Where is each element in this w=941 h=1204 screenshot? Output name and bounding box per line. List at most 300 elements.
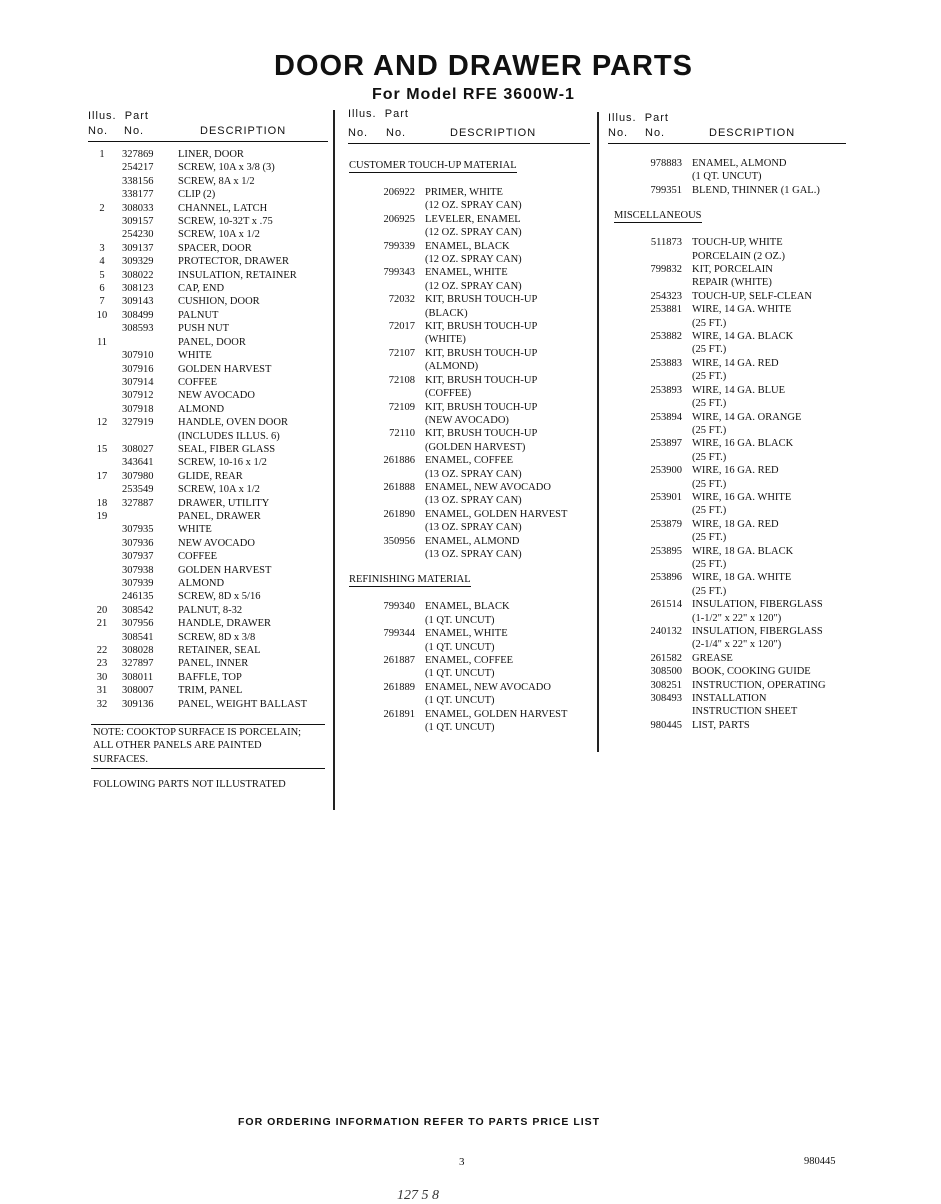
section-heading: CUSTOMER TOUCH-UP MATERIAL bbox=[349, 160, 517, 171]
illus-number: 19 bbox=[96, 510, 108, 522]
illus-number: 32 bbox=[96, 698, 108, 710]
illus-number bbox=[610, 518, 640, 545]
description-line: WIRE, 14 GA. BLUE bbox=[692, 384, 786, 396]
part-row bbox=[345, 600, 567, 627]
illus-number bbox=[345, 681, 375, 708]
description-line: (13 OZ. SPRAY CAN) bbox=[425, 468, 522, 480]
part-number: 309157 bbox=[122, 216, 154, 228]
part-description bbox=[682, 598, 826, 625]
part-number: 308499 bbox=[122, 309, 154, 321]
description-line: SCREW, 8D x 5/16 bbox=[178, 591, 261, 603]
description-line: WIRE, 16 GA. WHITE bbox=[692, 491, 792, 503]
description-line: (25 FT.) bbox=[692, 317, 727, 329]
part-description bbox=[682, 236, 826, 263]
part-number: 511873 bbox=[650, 237, 682, 249]
part-row bbox=[88, 617, 307, 630]
part-row bbox=[88, 161, 307, 174]
illus-number: 31 bbox=[96, 685, 108, 697]
description-line: (25 FT.) bbox=[692, 424, 727, 436]
illus-number bbox=[345, 320, 375, 347]
part-number: 253900 bbox=[650, 465, 682, 477]
description-label: DESCRIPTION bbox=[450, 127, 537, 139]
part-number: 327869 bbox=[122, 149, 154, 160]
part-number: 327919 bbox=[122, 417, 154, 429]
part-description bbox=[168, 590, 307, 603]
part-number: 327897 bbox=[122, 658, 154, 670]
description-line: SCREW, 10A x 1/2 bbox=[178, 484, 260, 496]
part-row bbox=[88, 604, 307, 617]
part-description bbox=[415, 535, 567, 562]
parts-column-1 bbox=[88, 148, 307, 711]
description-line: (COFFEE) bbox=[425, 388, 472, 400]
part-description bbox=[168, 188, 307, 201]
part-description bbox=[415, 654, 567, 681]
part-number: 206922 bbox=[383, 187, 415, 198]
part-number: 307939 bbox=[122, 578, 154, 589]
part-number: 72032 bbox=[388, 294, 415, 306]
illus-number: 30 bbox=[96, 671, 108, 683]
illus-number bbox=[345, 401, 375, 428]
part-row bbox=[610, 384, 826, 411]
part-number: 308251 bbox=[650, 679, 682, 691]
description-line: ENAMEL, COFFEE bbox=[425, 655, 514, 666]
part-number: 261887 bbox=[383, 655, 415, 666]
part-row bbox=[610, 330, 826, 357]
description-line: ENAMEL, ALMOND bbox=[692, 158, 787, 169]
part-row bbox=[610, 437, 826, 464]
description-line: (25 FT.) bbox=[692, 478, 727, 490]
part-description bbox=[682, 679, 826, 692]
part-row bbox=[88, 456, 307, 469]
illus-number bbox=[88, 577, 116, 590]
illus-number: 22 bbox=[96, 645, 108, 657]
illus-number bbox=[88, 389, 116, 402]
part-number: 307936 bbox=[122, 537, 154, 549]
illus-number bbox=[610, 719, 640, 732]
part-description bbox=[168, 161, 307, 174]
illus-number bbox=[345, 627, 375, 654]
description-line: WIRE, 18 GA. BLACK bbox=[692, 545, 794, 557]
part-description bbox=[168, 322, 307, 335]
description-line: (25 FT.) bbox=[692, 371, 727, 383]
illus-number bbox=[345, 293, 375, 320]
part-number: 980445 bbox=[650, 719, 682, 731]
illus-number bbox=[610, 679, 640, 692]
part-row bbox=[88, 282, 307, 295]
part-row bbox=[88, 577, 307, 590]
part-description bbox=[415, 508, 567, 535]
part-description bbox=[168, 148, 307, 161]
description-line: TOUCH-UP, SELF-CLEAN bbox=[692, 290, 812, 302]
description-line: ENAMEL, NEW AVOCADO bbox=[425, 681, 551, 693]
part-row bbox=[610, 598, 826, 625]
part-number: 308123 bbox=[122, 283, 154, 295]
part-number: 799351 bbox=[650, 184, 682, 196]
description-line: (ALMOND) bbox=[425, 361, 479, 373]
description-line: PUSH NUT bbox=[178, 323, 230, 335]
description-line: REPAIR (WHITE) bbox=[692, 277, 772, 289]
illus-number bbox=[610, 665, 640, 678]
part-number: 72108 bbox=[388, 374, 415, 386]
part-row bbox=[610, 665, 826, 678]
illus-label: Illus. bbox=[608, 112, 637, 124]
part-number: 254230 bbox=[122, 229, 154, 241]
part-no-label: No. bbox=[645, 127, 666, 139]
part-number: 343641 bbox=[122, 457, 154, 469]
description-line: (25 FT.) bbox=[692, 505, 727, 517]
description-line: WIRE, 16 GA. RED bbox=[692, 465, 779, 477]
part-description bbox=[168, 282, 307, 295]
part-number: 253901 bbox=[650, 491, 682, 503]
description-line: KIT, BRUSH TOUCH-UP bbox=[425, 347, 538, 359]
illus-number bbox=[88, 363, 116, 376]
description-line: (25 FT.) bbox=[692, 398, 727, 410]
illus-number: 17 bbox=[96, 470, 108, 482]
part-description bbox=[168, 202, 307, 215]
illus-no-label: No. bbox=[608, 127, 629, 139]
description-line: ENAMEL, ALMOND bbox=[425, 535, 520, 547]
description-line: (25 FT.) bbox=[692, 585, 727, 597]
illus-number bbox=[610, 236, 640, 263]
description-line: KIT, BRUSH TOUCH-UP bbox=[425, 374, 538, 386]
description-line: (WHITE) bbox=[425, 334, 466, 346]
part-description bbox=[682, 384, 826, 411]
description-line: ENAMEL, WHITE bbox=[425, 628, 508, 640]
part-description bbox=[415, 266, 567, 293]
part-description bbox=[415, 293, 567, 320]
description-line: LINER, DOOR bbox=[178, 149, 244, 160]
part-row bbox=[88, 349, 307, 362]
part-row bbox=[88, 483, 307, 496]
part-description bbox=[168, 376, 307, 389]
part-description bbox=[415, 600, 567, 627]
illus-number: 20 bbox=[96, 604, 108, 616]
description-line: (25 FT.) bbox=[692, 558, 727, 570]
illus-number: 2 bbox=[99, 202, 105, 214]
part-row bbox=[88, 443, 307, 456]
description-line: (1 QT. UNCUT) bbox=[425, 722, 495, 734]
part-row bbox=[88, 550, 307, 563]
description-line: (13 OZ. SPRAY CAN) bbox=[425, 495, 522, 507]
part-description bbox=[682, 330, 826, 357]
part-number: 307912 bbox=[122, 390, 154, 402]
part-row bbox=[88, 644, 307, 657]
part-description bbox=[415, 186, 567, 213]
part-description bbox=[168, 215, 307, 228]
illus-number bbox=[345, 347, 375, 374]
part-row bbox=[88, 322, 307, 335]
note-line: NOTE: COOKTOP SURFACE IS PORCELAIN; bbox=[93, 727, 302, 738]
description-line: HANDLE, DRAWER bbox=[178, 618, 272, 630]
illus-number bbox=[345, 535, 375, 562]
illus-number bbox=[88, 523, 116, 536]
part-description bbox=[682, 491, 826, 518]
part-number: 307938 bbox=[122, 564, 154, 576]
part-number: 261891 bbox=[383, 708, 415, 720]
part-description bbox=[168, 510, 307, 523]
part-number bbox=[116, 336, 168, 349]
description-line: SCREW, 10-16 x 1/2 bbox=[178, 457, 267, 469]
description-line: (13 OZ. SPRAY CAN) bbox=[425, 548, 522, 560]
part-description bbox=[168, 577, 307, 590]
illus-number bbox=[610, 491, 640, 518]
part-number: 253879 bbox=[650, 518, 682, 530]
part-description bbox=[168, 295, 307, 308]
illus-number bbox=[345, 708, 375, 735]
part-description bbox=[682, 157, 826, 184]
description-line: GLIDE, REAR bbox=[178, 470, 243, 482]
part-row bbox=[345, 654, 567, 681]
description-line: PANEL, DOOR bbox=[178, 336, 246, 348]
description-line: NEW AVOCADO bbox=[178, 390, 255, 402]
illus-number: 18 bbox=[96, 497, 108, 509]
part-description bbox=[682, 571, 826, 598]
handwritten-mark: 127 5 8 bbox=[397, 1188, 439, 1203]
description-line: PANEL, DRAWER bbox=[178, 510, 261, 522]
description-line: ENAMEL, GOLDEN HARVEST bbox=[425, 508, 568, 520]
description-line: INSTRUCTION, OPERATING bbox=[692, 679, 826, 691]
part-no-label: No. bbox=[386, 127, 407, 139]
part-row bbox=[345, 508, 567, 535]
illus-number bbox=[345, 266, 375, 293]
part-row bbox=[610, 679, 826, 692]
illus-number: 21 bbox=[96, 618, 108, 630]
part-number: 308493 bbox=[650, 693, 682, 705]
part-description bbox=[682, 719, 826, 732]
part-row bbox=[345, 213, 567, 240]
part-row bbox=[88, 631, 307, 644]
part-description bbox=[415, 240, 567, 267]
part-label: Part bbox=[384, 108, 409, 120]
part-row bbox=[610, 157, 826, 184]
column-divider bbox=[597, 112, 599, 752]
part-row bbox=[88, 376, 307, 389]
description-line: (NEW AVOCADO) bbox=[425, 414, 509, 426]
illus-number bbox=[610, 625, 640, 652]
illus-number bbox=[345, 374, 375, 401]
description-line: SPACER, DOOR bbox=[178, 242, 252, 254]
illus-label: Illus. bbox=[88, 110, 117, 122]
part-number: 308022 bbox=[122, 269, 154, 281]
description-line: INSTALLATION bbox=[692, 693, 767, 705]
part-row bbox=[88, 269, 307, 282]
part-number: 308541 bbox=[122, 631, 154, 643]
part-description bbox=[415, 481, 567, 508]
part-row bbox=[610, 464, 826, 491]
part-description bbox=[168, 389, 307, 402]
illus-number bbox=[88, 175, 116, 188]
description-line: ALMOND bbox=[178, 578, 225, 589]
part-row bbox=[88, 148, 307, 161]
part-number: 254217 bbox=[122, 162, 154, 174]
part-number: 253881 bbox=[650, 304, 682, 316]
description-line: INSTRUCTION SHEET bbox=[692, 706, 798, 718]
description-line: SCREW, 10A x 3/8 (3) bbox=[178, 162, 275, 174]
part-number: 261582 bbox=[650, 652, 682, 664]
description-line: WIRE, 14 GA. BLACK bbox=[692, 331, 794, 343]
part-row bbox=[345, 454, 567, 481]
part-description bbox=[168, 309, 307, 322]
part-number: 799339 bbox=[383, 240, 415, 252]
part-row bbox=[88, 416, 307, 443]
illus-number bbox=[88, 403, 116, 416]
illus-number bbox=[345, 508, 375, 535]
part-number: 799340 bbox=[383, 601, 415, 613]
part-number: 72110 bbox=[389, 428, 415, 440]
description-line: COFFEE bbox=[178, 376, 218, 388]
part-row bbox=[345, 347, 567, 374]
part-number: 308500 bbox=[650, 666, 682, 678]
description-line: COFFEE bbox=[178, 551, 218, 563]
description-line: (12 OZ. SPRAY CAN) bbox=[425, 200, 522, 212]
description-line: WIRE, 14 GA. RED bbox=[692, 357, 779, 369]
illus-number bbox=[610, 157, 640, 184]
description-line: SCREW, 10-32T x .75 bbox=[178, 216, 273, 228]
illus-number: 15 bbox=[96, 443, 108, 455]
part-number: 261890 bbox=[383, 508, 415, 520]
part-description bbox=[415, 347, 567, 374]
following-parts-heading: FOLLOWING PARTS NOT ILLUSTRATED bbox=[93, 779, 286, 790]
description-line: CLIP (2) bbox=[178, 189, 216, 201]
part-description bbox=[682, 263, 826, 290]
description-line: HANDLE, OVEN DOOR bbox=[178, 417, 288, 429]
illus-number bbox=[610, 692, 640, 719]
part-description bbox=[168, 671, 307, 684]
description-line: (BLACK) bbox=[425, 307, 468, 319]
part-description bbox=[168, 403, 307, 416]
description-line: BAFFLE, TOP bbox=[178, 671, 242, 683]
part-row bbox=[345, 427, 567, 454]
part-row bbox=[88, 470, 307, 483]
part-number: 308027 bbox=[122, 443, 154, 455]
description-line: (25 FT.) bbox=[692, 451, 727, 463]
description-line: WIRE, 14 GA. ORANGE bbox=[692, 411, 802, 423]
description-line: PANEL, WEIGHT BALLAST bbox=[178, 698, 308, 710]
part-number: 253895 bbox=[650, 545, 682, 557]
part-description bbox=[415, 427, 567, 454]
part-row bbox=[88, 202, 307, 215]
part-number: 261888 bbox=[383, 481, 415, 493]
illus-number: 3 bbox=[99, 242, 105, 254]
illus-number: 7 bbox=[99, 296, 105, 308]
part-description bbox=[168, 456, 307, 469]
description-line: (25 FT.) bbox=[692, 344, 727, 356]
description-line: WIRE, 18 GA. RED bbox=[692, 518, 779, 530]
page-number: 3 bbox=[459, 1156, 465, 1168]
description-line: SEAL, FIBER GLASS bbox=[178, 443, 276, 455]
part-description bbox=[168, 604, 307, 617]
description-line: ENAMEL, GOLDEN HARVEST bbox=[425, 708, 568, 720]
illus-number bbox=[88, 483, 116, 496]
part-row bbox=[345, 374, 567, 401]
illus-number bbox=[610, 545, 640, 572]
part-description bbox=[168, 483, 307, 496]
part-number: 308007 bbox=[122, 685, 154, 697]
description-line: INSULATION, FIBERGLASS bbox=[692, 626, 823, 637]
part-label: Part bbox=[644, 112, 669, 124]
part-row bbox=[88, 188, 307, 201]
description-line: WIRE, 18 GA. WHITE bbox=[692, 572, 792, 584]
illus-number bbox=[345, 427, 375, 454]
illus-number bbox=[88, 376, 116, 389]
description-line: WHITE bbox=[178, 350, 212, 362]
part-description bbox=[168, 416, 307, 443]
part-number: 799343 bbox=[383, 267, 415, 279]
part-row bbox=[345, 186, 567, 213]
part-row bbox=[345, 293, 567, 320]
part-number bbox=[116, 510, 168, 523]
part-number: 72017 bbox=[388, 321, 415, 333]
description-line: RETAINER, SEAL bbox=[178, 645, 261, 657]
part-row bbox=[88, 564, 307, 577]
description-line: KIT, PORCELAIN bbox=[692, 264, 773, 276]
illus-no-label: No. bbox=[348, 127, 369, 139]
document-number: 980445 bbox=[804, 1156, 836, 1167]
description-line: GOLDEN HARVEST bbox=[178, 363, 272, 375]
column-header-1 bbox=[88, 110, 328, 142]
part-number: 350956 bbox=[383, 535, 415, 547]
description-line: (GOLDEN HARVEST) bbox=[425, 441, 526, 453]
illus-label: Illus. bbox=[348, 108, 377, 120]
description-line: GOLDEN HARVEST bbox=[178, 564, 272, 576]
part-number: 307980 bbox=[122, 470, 154, 482]
part-number: 253549 bbox=[122, 484, 154, 496]
description-line: (1 QT. UNCUT) bbox=[425, 641, 495, 653]
part-description bbox=[682, 184, 826, 197]
part-row bbox=[610, 571, 826, 598]
description-line: LIST, PARTS bbox=[692, 719, 750, 731]
description-line: ENAMEL, NEW AVOCADO bbox=[425, 481, 551, 493]
illus-number bbox=[345, 481, 375, 508]
part-number: 307918 bbox=[122, 403, 154, 415]
part-row bbox=[88, 684, 307, 697]
description-line: SCREW, 8A x 1/2 bbox=[178, 175, 255, 187]
description-line: PALNUT, 8-32 bbox=[178, 604, 243, 616]
part-number: 308542 bbox=[122, 604, 154, 616]
part-description bbox=[415, 374, 567, 401]
part-row bbox=[610, 652, 826, 665]
part-label: Part bbox=[124, 110, 149, 122]
part-description bbox=[415, 708, 567, 735]
part-description bbox=[415, 213, 567, 240]
description-line: WIRE, 16 GA. BLACK bbox=[692, 438, 794, 450]
description-line: INSULATION, RETAINER bbox=[178, 269, 297, 281]
part-description bbox=[682, 464, 826, 491]
illus-number bbox=[345, 240, 375, 267]
part-number: 978883 bbox=[650, 158, 682, 169]
illus-number bbox=[88, 161, 116, 174]
part-description bbox=[168, 550, 307, 563]
description-line: (1 QT. UNCUT) bbox=[425, 695, 495, 707]
part-number: 253893 bbox=[650, 384, 682, 396]
part-row bbox=[345, 708, 567, 735]
part-description bbox=[168, 497, 307, 510]
part-description bbox=[415, 681, 567, 708]
part-description bbox=[682, 625, 826, 652]
part-number: 246135 bbox=[122, 591, 154, 603]
part-description bbox=[415, 401, 567, 428]
description-line: CUSHION, DOOR bbox=[178, 296, 260, 308]
part-description bbox=[682, 692, 826, 719]
part-row bbox=[88, 309, 307, 322]
part-number: 799832 bbox=[650, 264, 682, 276]
part-number: 307956 bbox=[122, 618, 154, 630]
part-number: 308033 bbox=[122, 202, 154, 214]
part-description bbox=[682, 290, 826, 303]
illus-number bbox=[610, 357, 640, 384]
part-number: 307914 bbox=[122, 376, 154, 388]
part-description bbox=[682, 518, 826, 545]
